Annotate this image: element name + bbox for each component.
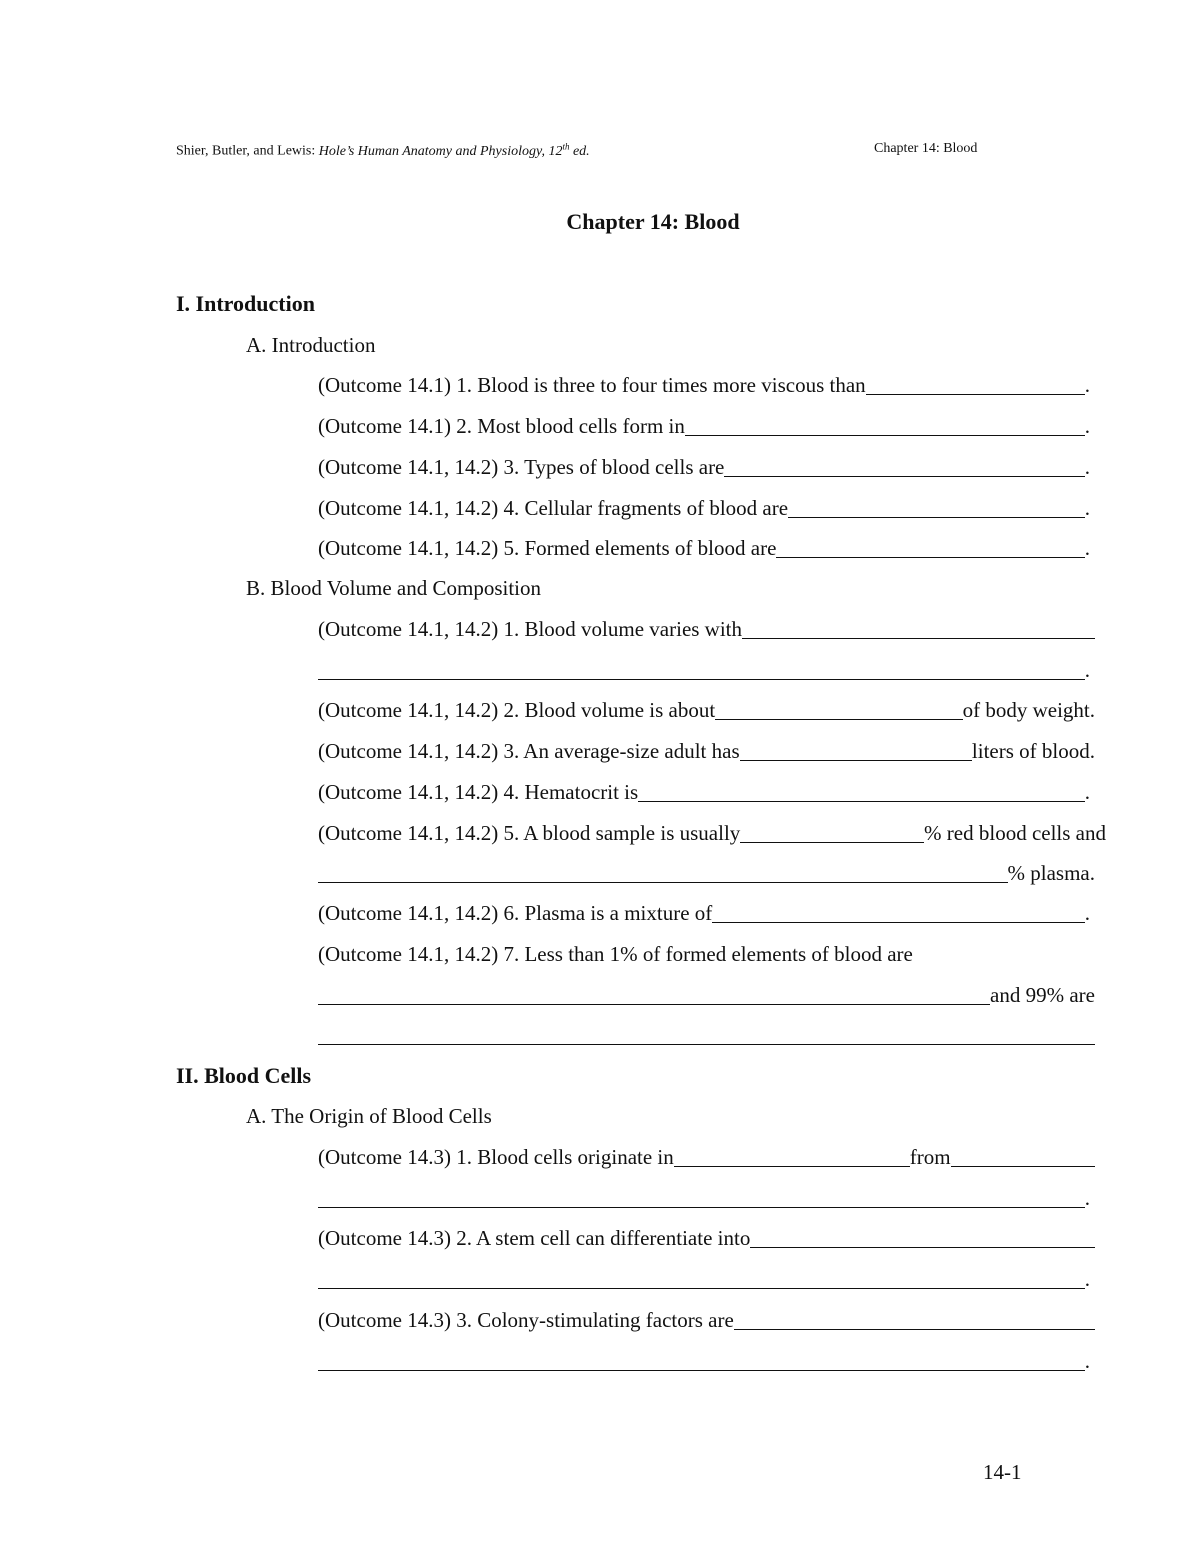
period: . [1084, 1186, 1090, 1210]
answer-blank[interactable] [724, 454, 1084, 477]
question-text: (Outcome 14.1, 14.2) 6. Plasma is a mixture of [318, 901, 713, 925]
continuation-row [318, 1184, 1090, 1211]
answer-blank[interactable] [674, 1144, 910, 1167]
question-text-end: of body weight. [962, 698, 1095, 722]
question-text-end: and 99% are [990, 983, 1095, 1007]
question-row [318, 778, 1090, 805]
answer-blank[interactable] [318, 860, 1008, 883]
answer-blank[interactable] [685, 413, 1085, 436]
period: . [1084, 373, 1090, 397]
question-row [318, 940, 1095, 967]
answer-blank[interactable] [951, 1144, 1095, 1167]
question-text-mid: from [909, 1145, 951, 1169]
running-header-chapter: Chapter 14: Blood [874, 141, 978, 156]
period: . [1084, 658, 1090, 682]
answer-blank[interactable] [788, 495, 1085, 518]
question-row [318, 412, 1090, 439]
header-authors: Shier, Butler, and Lewis: [176, 143, 316, 159]
question-row [318, 615, 1095, 642]
question-text: (Outcome 14.1) 1. Blood is three to four times more viscous than [318, 373, 866, 397]
answer-blank[interactable] [318, 982, 990, 1005]
question-text: (Outcome 14.1, 14.2) 4. Cellular fragments of blood are [318, 496, 789, 520]
question-text: (Outcome 14.1, 14.2) 2. Blood volume is about [318, 698, 716, 722]
continuation-row [318, 859, 1095, 886]
period: . [1084, 496, 1090, 520]
question-text: (Outcome 14.1, 14.2) 1. Blood volume varies with [318, 617, 743, 641]
answer-blank[interactable] [318, 1348, 1085, 1371]
answer-blank[interactable] [318, 1022, 1095, 1045]
question-text: (Outcome 14.1, 14.2) 3. Types of blood cells are [318, 455, 725, 479]
continuation-row [318, 981, 1095, 1008]
answer-blank[interactable] [750, 1225, 1095, 1248]
continuation-row [318, 656, 1090, 683]
running-header-citation [176, 141, 590, 160]
section-heading-introduction: I. Introduction [176, 291, 315, 316]
question-text: (Outcome 14.3) 3. Colony-stimulating factors are [318, 1308, 734, 1332]
answer-blank[interactable] [715, 697, 962, 720]
period: . [1084, 901, 1090, 925]
question-row [318, 819, 1106, 846]
answer-blank[interactable] [866, 372, 1085, 395]
period: . [1084, 780, 1090, 804]
header-book-title: Hole’s Human Anatomy and Physiology, 12th ed. [318, 141, 590, 159]
question-row [318, 1306, 1095, 1333]
section-heading-blood-cells: II. Blood Cells [176, 1063, 312, 1088]
period: . [1084, 455, 1090, 479]
question-text: (Outcome 14.1) 2. Most blood cells form in [318, 414, 685, 438]
period: . [1084, 536, 1090, 560]
question-text: (Outcome 14.1, 14.2) 7. Less than 1% of formed elements of blood are [318, 942, 913, 966]
question-text: (Outcome 14.1, 14.2) 3. An average-size adult has [318, 739, 740, 763]
question-row [318, 534, 1090, 561]
question-row [318, 494, 1090, 521]
question-text: (Outcome 14.1, 14.2) 4. Hematocrit is [318, 780, 639, 804]
answer-blank[interactable] [742, 616, 1095, 639]
period: . [1084, 414, 1090, 438]
question-text: (Outcome 14.3) 1. Blood cells originate in [318, 1145, 674, 1169]
page-title: Chapter 14: Blood [566, 209, 740, 234]
subsection-heading-blood-volume: B. Blood Volume and Composition [246, 576, 542, 600]
continuation-row [318, 1347, 1090, 1374]
subsection-heading-origin: A. The Origin of Blood Cells [246, 1104, 492, 1128]
answer-blank[interactable] [318, 1185, 1085, 1208]
continuation-row [318, 1021, 1095, 1048]
question-row [318, 1143, 1095, 1170]
question-text: (Outcome 14.3) 2. A stem cell can differentiate into [318, 1226, 751, 1250]
question-text-end: % red blood cells and [924, 821, 1106, 845]
question-row [318, 1224, 1095, 1251]
answer-blank[interactable] [776, 535, 1084, 558]
question-row [318, 737, 1095, 764]
question-row [318, 371, 1090, 398]
question-text-end: liters of blood. [971, 739, 1095, 763]
answer-blank[interactable] [740, 738, 972, 761]
period: . [1084, 1349, 1090, 1373]
question-row [318, 453, 1090, 480]
answer-blank[interactable] [318, 657, 1085, 680]
period: . [1084, 1267, 1090, 1291]
answer-blank[interactable] [712, 900, 1084, 923]
question-text-end: % plasma. [1007, 861, 1095, 885]
subsection-heading-introduction: A. Introduction [246, 333, 376, 357]
question-text: (Outcome 14.1, 14.2) 5. Formed elements of blood are [318, 536, 777, 560]
answer-blank[interactable] [318, 1266, 1085, 1289]
question-row [318, 899, 1090, 926]
continuation-row [318, 1265, 1090, 1292]
answer-blank[interactable] [734, 1307, 1095, 1330]
question-row [318, 696, 1095, 723]
answer-blank[interactable] [740, 820, 924, 843]
answer-blank[interactable] [638, 779, 1085, 802]
page-number: 14-1 [983, 1460, 1022, 1484]
question-text: (Outcome 14.1, 14.2) 5. A blood sample is usually [318, 821, 741, 845]
